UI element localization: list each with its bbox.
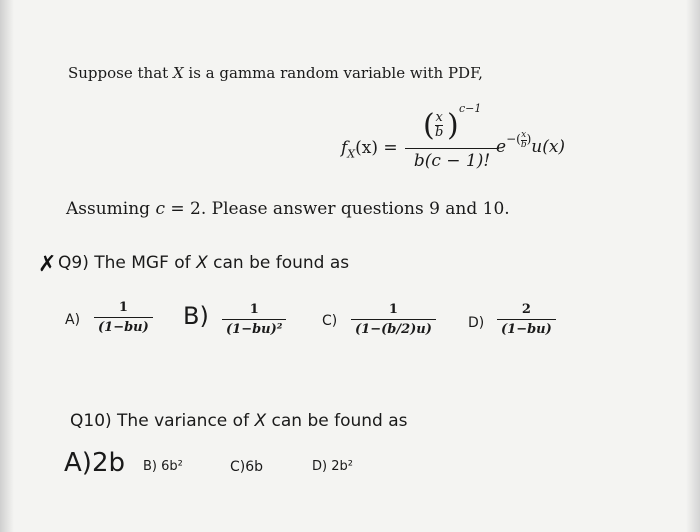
q9-option-c-label[interactable]: C) [322,313,338,329]
q9-cross-mark: ✗ [38,252,57,277]
q9-option-b-label[interactable]: B) [183,302,209,330]
pdf-main-fraction [405,104,499,171]
q10-option-a[interactable] [64,448,125,478]
pdf-num-x: x [435,110,443,125]
q9-option-d-fraction[interactable] [497,302,556,337]
pdf-numerator: ( x b ) c−1 [423,102,482,143]
q10-option-d-label: D) [312,459,328,474]
q10-option-c[interactable] [230,459,263,475]
pdf-denominator [405,148,499,171]
q9-option-d-num: 2 [521,302,531,317]
pdf-exp-b: b [520,139,527,150]
assumption-var: c [155,199,165,219]
pdf-exponential [496,129,566,159]
intro-var: X [172,64,184,82]
q9-option-b-num: 1 [249,302,259,317]
q10-question [70,411,408,431]
q10-suffix: can be found as [266,411,408,431]
intro-suffix: is a gamma random variable with PDF, [183,64,483,82]
assumption-suffix: = 2. Please answer questions 9 and 10. [165,199,510,219]
q9-option-a-den: (1−bu) [94,317,153,335]
pdf-e: e [496,137,507,157]
q10-option-a-value: 2b [91,448,125,478]
q10-option-c-label: C) [230,459,246,475]
q9-option-a-label[interactable]: A) [65,312,81,328]
q9-option-c-den: (1−(b/2)u) [351,319,436,337]
q9-suffix: can be found as [207,253,350,273]
q10-prefix: Q10) The variance of [70,411,255,431]
q9-option-d-label[interactable]: D) [468,315,485,331]
pdf-e-exponent: −( x b ) [506,129,532,150]
q9-option-c-num: 1 [388,302,398,317]
pdf-num-inner-frac [435,110,443,139]
pdf-f-sub: X [347,147,356,161]
q9-question [58,253,349,273]
pdf-exp-frac [521,130,527,150]
q9-option-d-den: (1−bu) [497,319,556,337]
q10-option-d[interactable] [312,459,353,474]
pdf-unit-step: u(x) [531,137,566,157]
page-shadow-left [0,0,14,532]
q9-var: X [196,253,208,273]
pdf-num-b: b [435,125,444,140]
pdf-exp-minus: − [506,132,517,146]
q9-option-a-fraction[interactable] [94,300,153,335]
q10-option-b[interactable] [143,459,183,474]
q10-option-b-label: B) [143,459,157,474]
q10-option-a-label: A) [64,448,92,478]
intro-text [68,64,483,82]
pdf-exp-x: x [521,129,527,140]
q10-option-d-value: 2b² [331,459,353,474]
pdf-f: f [341,138,348,158]
pdf-lhs [341,138,398,160]
q10-var: X [254,411,267,431]
intro-prefix: Suppose that [68,64,173,82]
q9-option-b-den: (1−bu)² [222,319,286,337]
q9-prefix: Q9) The MGF of [58,253,197,273]
assumption-text [66,199,510,219]
q9-option-c-fraction[interactable] [351,302,436,337]
assumption-prefix: Assuming [66,199,156,219]
q10-option-c-value: 6b [245,459,264,475]
q10-option-b-value: 6b² [161,459,183,474]
pdf-denominator-text: b(c − 1)! [413,151,491,171]
q9-option-b-fraction[interactable] [222,302,286,337]
pdf-arg: (x) = [355,138,398,158]
pdf-num-exponent: c−1 [459,102,482,115]
q9-option-a-num: 1 [118,300,128,315]
page-shadow-right [686,0,700,532]
